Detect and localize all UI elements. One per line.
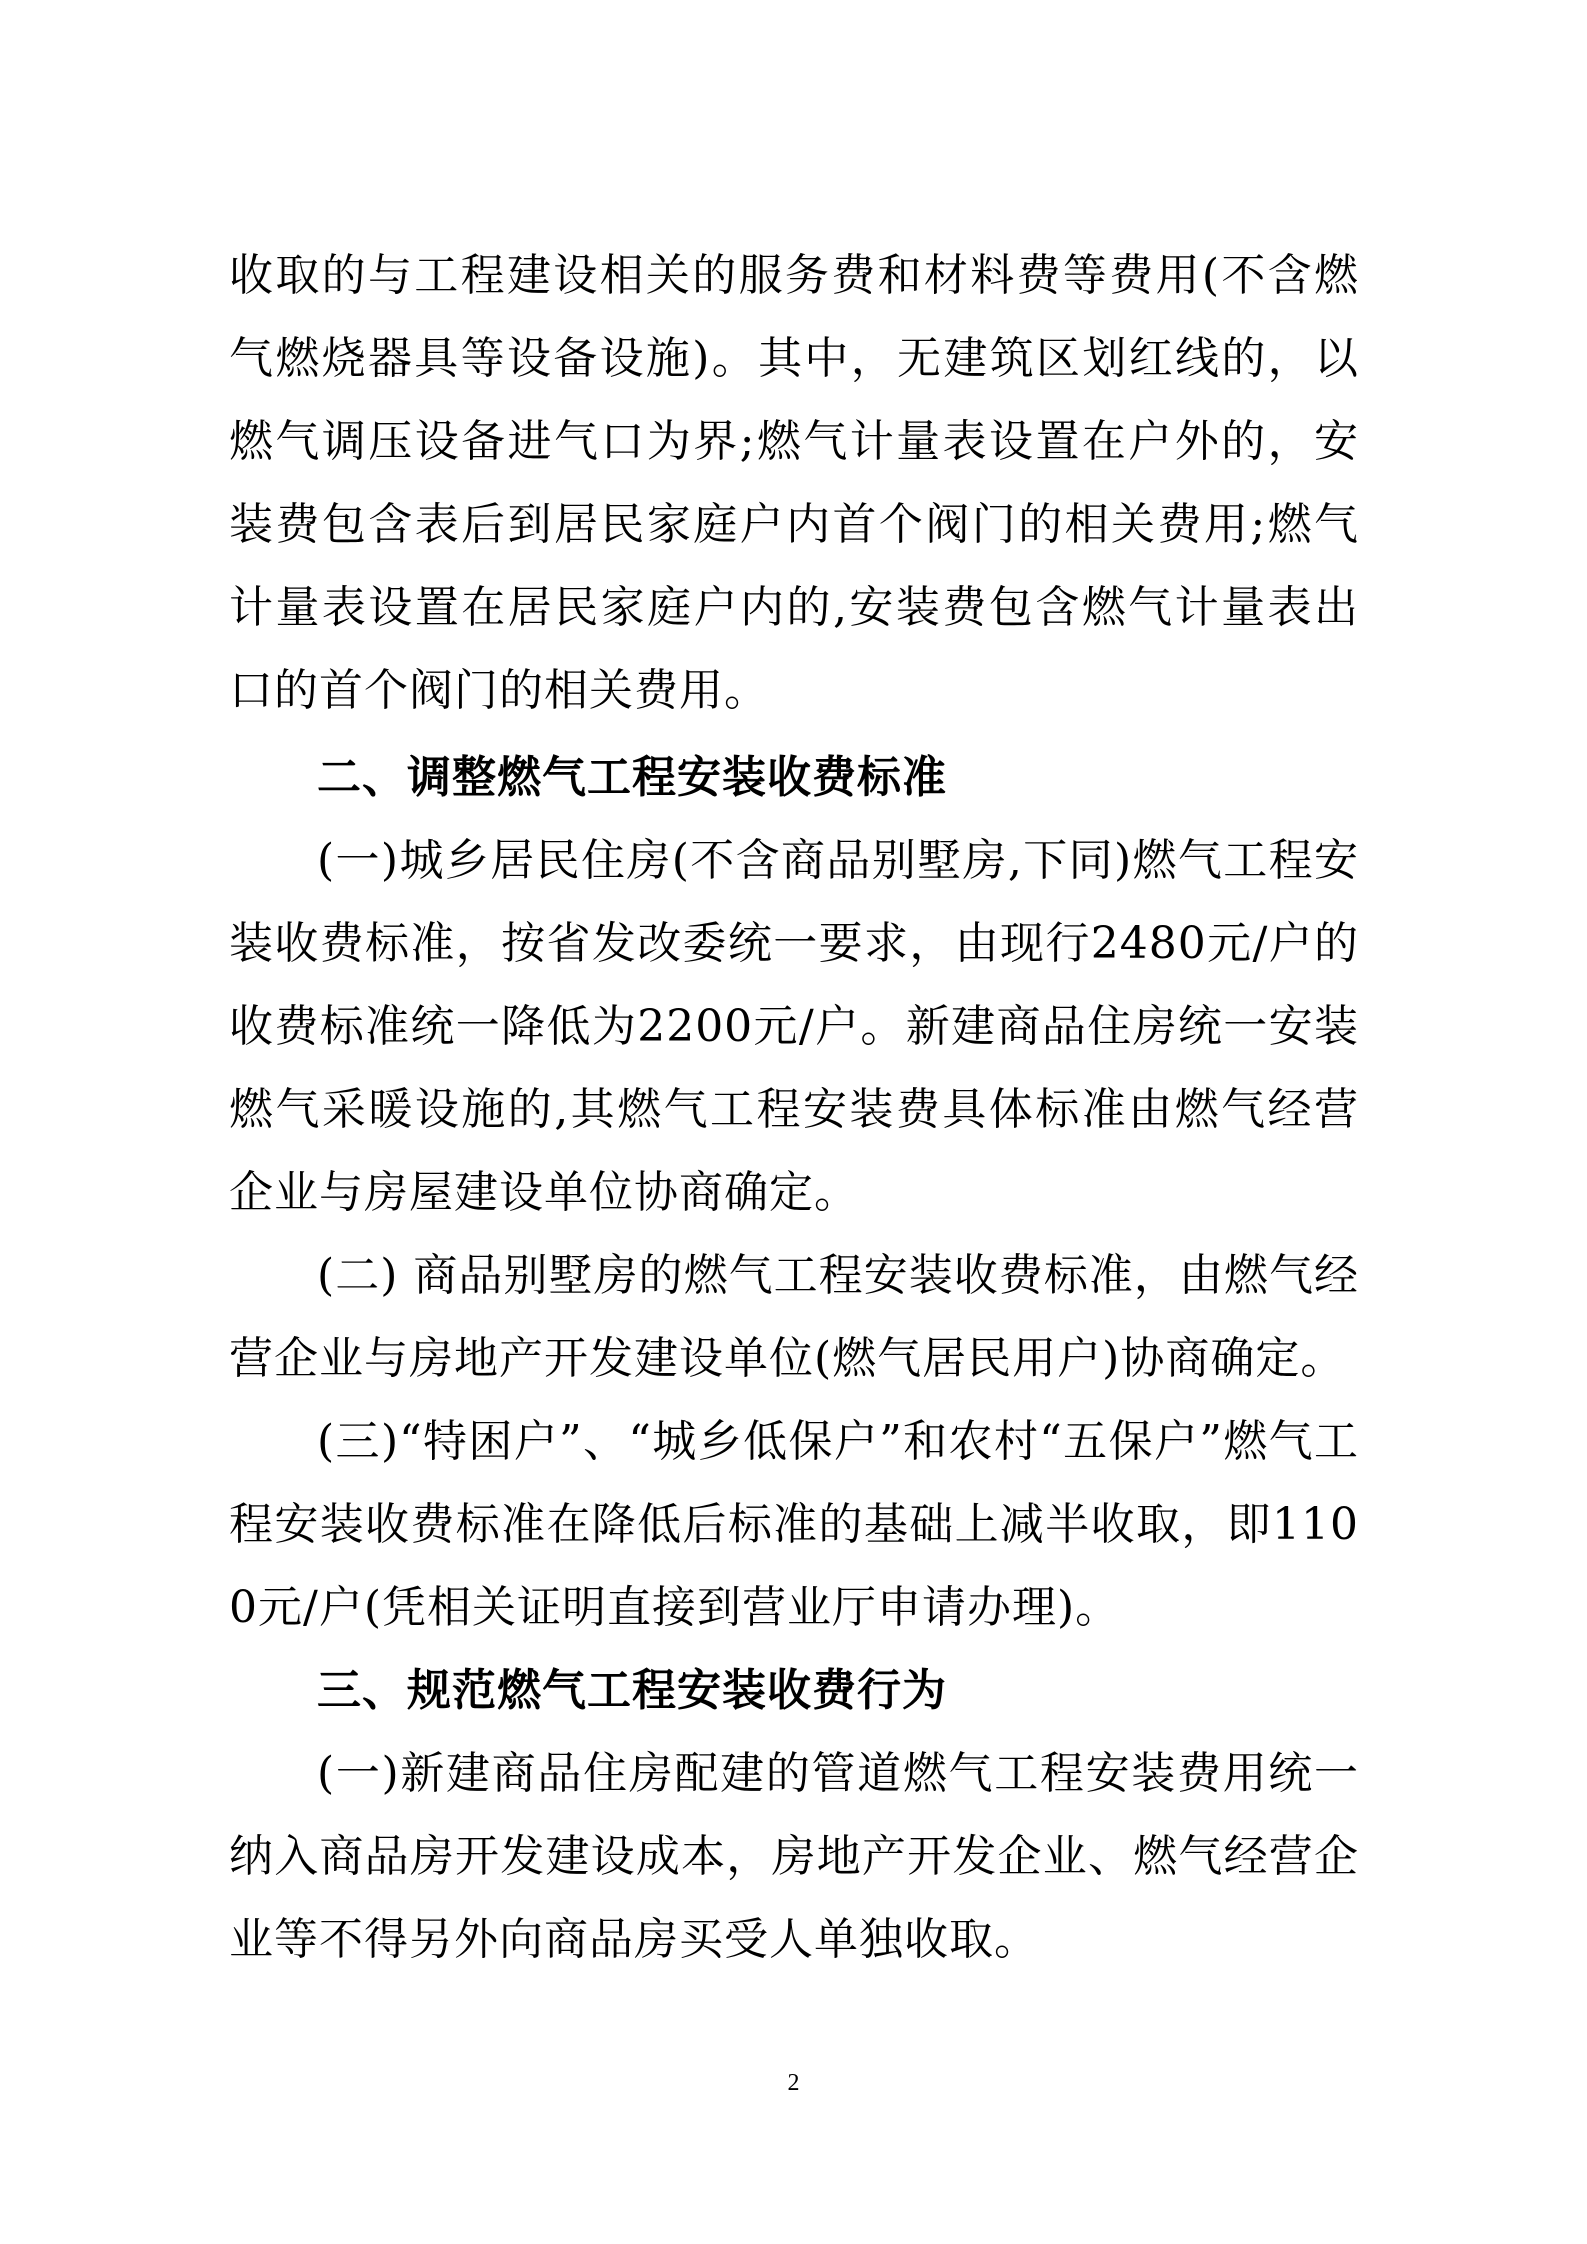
paragraph-3-1: (一)新建商品住房配建的管道燃气工程安装费用统一纳入商品房开发建设成本，房地产开发企业、燃气经营企业等不得另外向商品房买受人单独收取。 bbox=[229, 1748, 1359, 1965]
paragraph-2-3: (三)“特困户”、“城乡低保户”和农村“五保户”燃气工程安装收费标准在降低后标准的基础上减半收取，即1100元/户(凭相关证明直接到营业厅申请办理)。 bbox=[229, 1416, 1359, 1633]
section-heading-3: 三、规范燃气工程安装收费行为 bbox=[317, 1665, 947, 1716]
section-heading-2: 二、调整燃气工程安装收费标准 bbox=[317, 752, 947, 803]
paragraph-2-1: (一)城乡居民住房(不含商品别墅房,下同)燃气工程安装收费标准，按省发改委统一要求，由现行2480元/户的收费标准统一降低为2200元/户。新建商品住房统一安装燃气采暖设施的,其燃气工程安装费具体标准由燃气经营企业与房屋建设单位协商确定。 bbox=[229, 835, 1359, 1218]
page-number: 2 bbox=[787, 2070, 800, 2096]
paragraph-2-2: (二) 商品别墅房的燃气工程安装收费标准，由燃气经营企业与房地产开发建设单位(燃气居民用户)协商确定。 bbox=[229, 1250, 1359, 1384]
paragraph-continuation: 收取的与工程建设相关的服务费和材料费等费用(不含燃气燃烧器具等设备设施)。其中，无建筑区划红线的，以燃气调压设备进气口为界;燃气计量表设置在户外的，安装费包含表后到居民家庭户内首个阀门的相关费用;燃气计量表设置在居民家庭户内的,安装费包含燃气计量表出口的首个阀门的相关费用。 bbox=[229, 250, 1359, 716]
